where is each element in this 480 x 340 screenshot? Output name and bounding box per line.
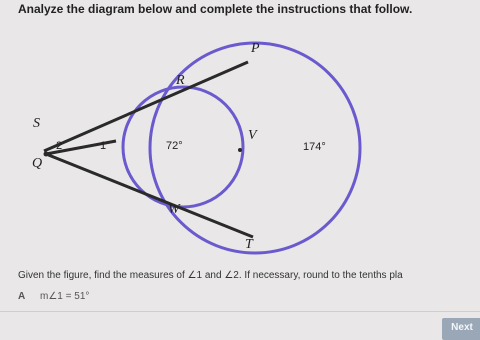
- label-v: V: [248, 128, 257, 143]
- secant-line-upper: [44, 62, 248, 151]
- question-part2: . If necessary, round to the tenths pla: [238, 270, 403, 281]
- answer-letter: A: [18, 291, 26, 302]
- secant-line-lower: [46, 154, 253, 237]
- answer-text: m∠1 = 51°: [40, 291, 90, 302]
- angle-1-ref: ∠1: [187, 270, 203, 281]
- point-v-dot: [238, 148, 242, 152]
- small-circle: [123, 87, 243, 207]
- question-part1: Given the figure, find the measures of: [18, 270, 185, 281]
- label-r: R: [176, 73, 185, 88]
- answer-row: [18, 291, 89, 302]
- divider: [0, 311, 480, 312]
- angle-2-label: 2: [56, 140, 63, 152]
- label-w: W: [168, 202, 180, 217]
- arc-72-label: 72°: [166, 140, 183, 152]
- vertex-dot: [44, 152, 49, 157]
- angle-2-ref: ∠2: [224, 270, 239, 281]
- label-t: T: [245, 237, 253, 252]
- label-p: P: [251, 41, 260, 56]
- label-q: Q: [32, 156, 43, 171]
- question-text: [18, 270, 403, 281]
- instruction-heading: Analyze the diagram below and complete the instructions that follow.: [18, 2, 413, 16]
- question-and: and: [204, 270, 222, 281]
- angle-1-label: 1: [100, 140, 107, 152]
- next-button[interactable]: Next: [442, 318, 480, 340]
- label-s: S: [33, 116, 40, 131]
- arc-174-label: 174°: [303, 141, 326, 153]
